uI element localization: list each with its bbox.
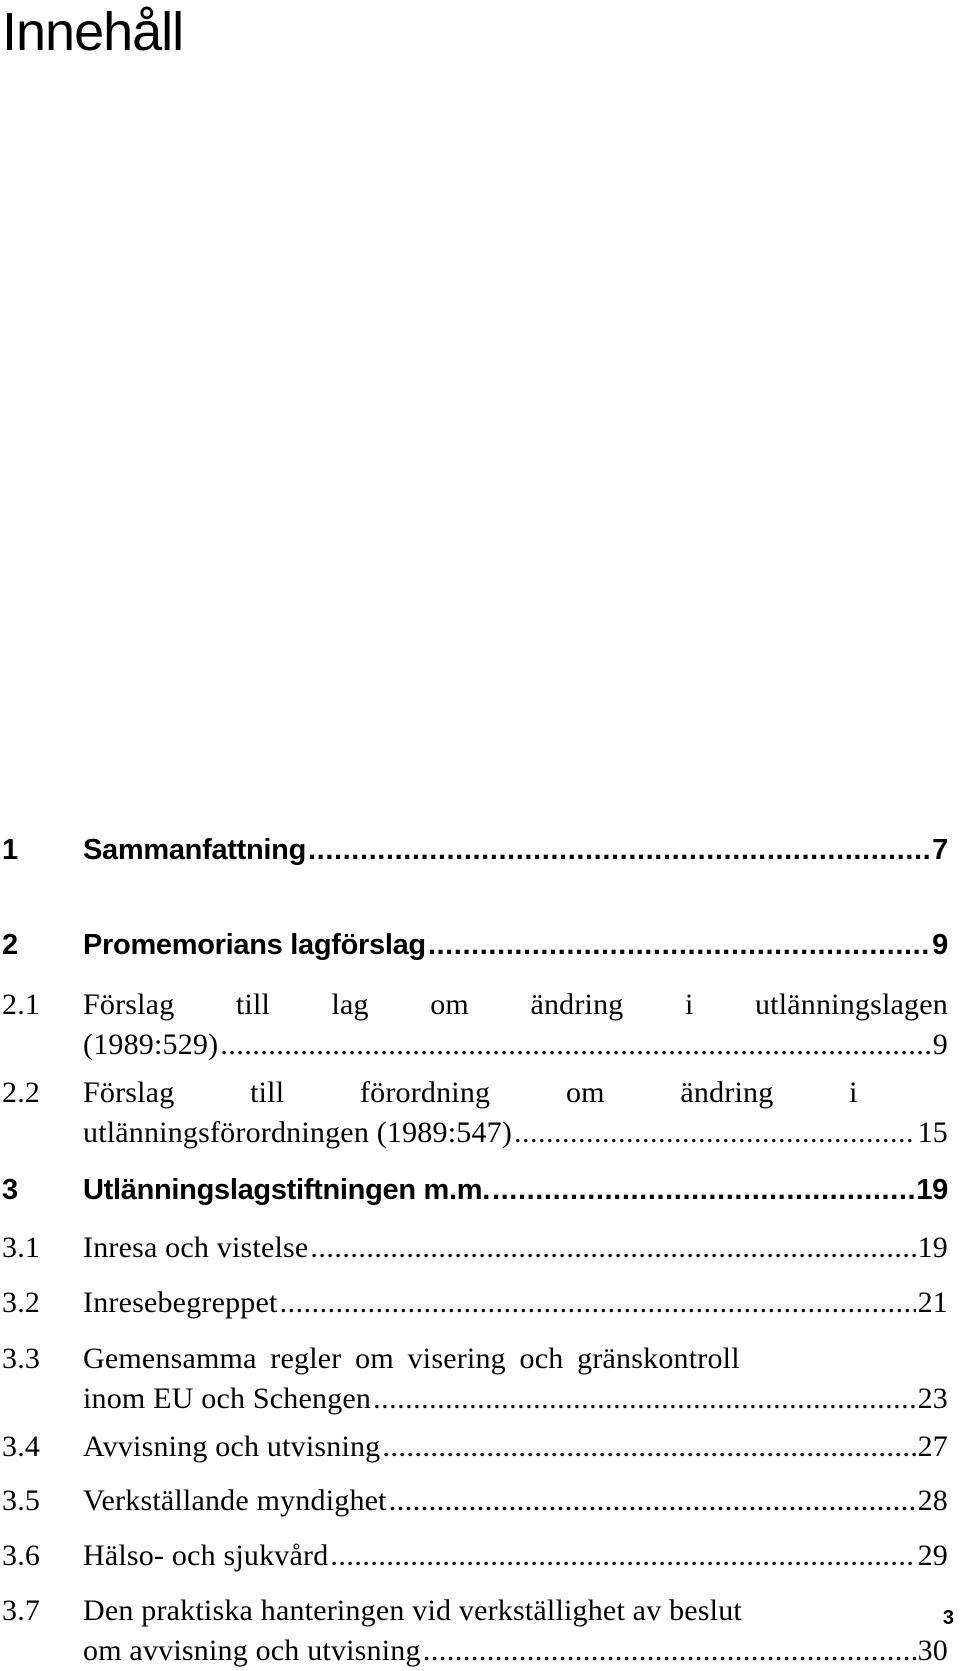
toc-entry-number: 3.7 bbox=[2, 1594, 41, 1627]
toc-entry-page: 29 bbox=[917, 1539, 948, 1572]
toc-title-word: Förslag bbox=[83, 988, 175, 1021]
toc-entry-title-continued: inom EU och Schengen bbox=[83, 1382, 372, 1415]
toc-title-word: ändring bbox=[530, 988, 624, 1021]
toc-leader-dots bbox=[308, 830, 930, 870]
toc-title-word: lag bbox=[331, 988, 369, 1021]
toc-entry-title-continued: om avvisning och utvisning bbox=[83, 1634, 421, 1667]
toc-entry-line bbox=[83, 985, 948, 1025]
toc-entry-line bbox=[83, 1228, 948, 1268]
toc-leader-dots bbox=[310, 1228, 915, 1268]
toc-entry-number: 3.1 bbox=[2, 1231, 41, 1264]
toc-entry-title: Förslag till förordning om ändring i bbox=[83, 1076, 858, 1109]
page-number: 3 bbox=[942, 1607, 954, 1629]
toc-entry-line bbox=[83, 1591, 948, 1631]
toc-title-word: i bbox=[684, 988, 694, 1021]
toc-entry-page: 21 bbox=[917, 1286, 948, 1319]
toc-entry-page: 23 bbox=[917, 1382, 948, 1415]
toc-entry-title: Inresa och vistelse bbox=[83, 1231, 309, 1264]
toc-entry-number: 3.5 bbox=[2, 1484, 41, 1517]
toc-entry-number: 3 bbox=[2, 1174, 18, 1206]
toc-entry-page: 30 bbox=[917, 1634, 948, 1667]
toc-entry-line bbox=[83, 1379, 948, 1419]
toc-entry-page: 19 bbox=[916, 1174, 948, 1206]
toc-entry-number: 2.2 bbox=[2, 1076, 41, 1109]
toc-leader-dots bbox=[492, 1170, 914, 1210]
toc-entry-line bbox=[83, 830, 948, 870]
toc-entry-page: 28 bbox=[917, 1484, 948, 1517]
toc-leader-dots bbox=[514, 1113, 916, 1153]
toc-entry-title-continued: utlänningsförordningen (1989:547) bbox=[83, 1116, 513, 1149]
toc-entry-number: 2 bbox=[2, 929, 18, 961]
toc-entry-line bbox=[83, 925, 948, 965]
toc-entry-page: 19 bbox=[917, 1231, 948, 1264]
toc-entry-number: 1 bbox=[2, 834, 18, 866]
toc-entry-title: Avvisning och utvisning bbox=[83, 1430, 381, 1463]
toc-entry-number: 3.3 bbox=[2, 1342, 41, 1375]
toc-leader-dots bbox=[423, 1631, 916, 1671]
toc-leader-dots bbox=[373, 1379, 915, 1419]
toc-leader-dots bbox=[389, 1481, 916, 1521]
toc-entry-number: 2.1 bbox=[2, 988, 41, 1021]
toc-entry-line bbox=[83, 1073, 948, 1113]
toc-entry-number: 3.4 bbox=[2, 1430, 41, 1463]
toc-entry-line bbox=[83, 1481, 948, 1521]
toc-entry-title: Inresebegreppet bbox=[83, 1286, 278, 1319]
toc-entry-page: 9 bbox=[932, 929, 948, 961]
toc-entry-page: 15 bbox=[917, 1116, 948, 1149]
toc-entry-line bbox=[83, 1113, 948, 1153]
toc-entry-line bbox=[83, 1339, 948, 1379]
toc-entry-page: 7 bbox=[932, 834, 948, 866]
toc-entry-title: Sammanfattning bbox=[83, 834, 306, 866]
toc-entry-title: Verkställande myndighet bbox=[83, 1484, 387, 1517]
toc-entry-line bbox=[83, 1631, 948, 1671]
toc-entry-line bbox=[83, 1536, 948, 1576]
toc-title-word: utlänningslagen bbox=[754, 988, 948, 1021]
toc-leader-dots bbox=[220, 1025, 930, 1065]
toc-title-word: till bbox=[235, 988, 271, 1021]
toc-entry-title: Promemorians lagförslag bbox=[83, 929, 426, 961]
toc-entry-line bbox=[83, 1170, 948, 1210]
toc-leader-dots bbox=[428, 925, 930, 965]
toc-leader-dots bbox=[330, 1536, 915, 1576]
toc-entry-title: Utlänningslagstiftningen m.m. bbox=[83, 1174, 490, 1206]
toc-leader-dots bbox=[382, 1427, 915, 1467]
toc-entry-line bbox=[83, 1427, 948, 1467]
toc-entry-number: 3.6 bbox=[2, 1539, 41, 1572]
toc-entry-title: Den praktiska hanteringen vid verkställighet av beslut bbox=[83, 1594, 742, 1627]
toc-entry-title: Gemensamma regler om visering och gränskontroll bbox=[83, 1342, 740, 1375]
toc-entry-page: 27 bbox=[917, 1430, 948, 1463]
toc-title-word: om bbox=[430, 988, 469, 1021]
toc-leader-dots bbox=[280, 1283, 916, 1323]
toc-entry-line bbox=[83, 1283, 948, 1323]
toc-entry-number: 3.2 bbox=[2, 1286, 41, 1319]
toc-entry-title: Hälso- och sjukvård bbox=[83, 1539, 329, 1572]
page-title: Innehåll bbox=[2, 2, 184, 62]
toc-entry-line bbox=[83, 1025, 948, 1065]
toc-entry-title-continued: (1989:529) bbox=[83, 1028, 219, 1061]
toc-entry-page: 9 bbox=[932, 1028, 948, 1061]
